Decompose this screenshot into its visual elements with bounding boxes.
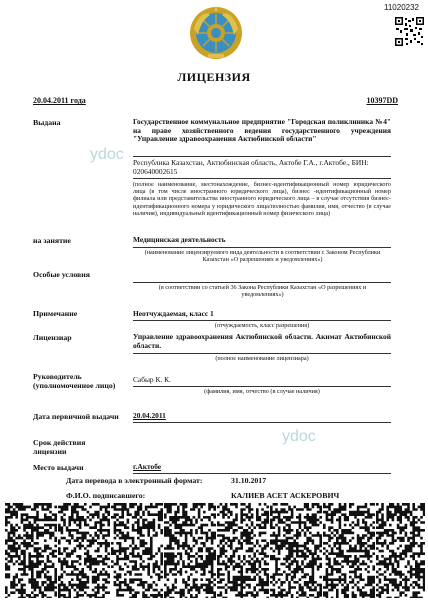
- signature-block: [5, 503, 57, 598]
- licensor-label: Лицензиар: [33, 333, 72, 342]
- first-issue-value: 20.04.2011: [133, 411, 166, 420]
- divider: [133, 386, 391, 387]
- watermark: ydoc: [90, 146, 124, 163]
- remark-note: (отчуждаемость, класс разрешения): [214, 322, 310, 329]
- divider: [133, 247, 391, 248]
- signature-block: [217, 503, 269, 598]
- activity-value: Медицинская деятельность: [133, 235, 226, 244]
- head-sublabel: (уполномоченное лицо): [33, 381, 116, 390]
- kazakhstan-emblem-icon: [188, 5, 244, 61]
- signature-block: [111, 503, 163, 598]
- signature-block: [58, 503, 110, 598]
- divider: [133, 282, 391, 283]
- signer-value: КАЛИЕВ АСЕТ АСКЕРОВИЧ: [231, 491, 340, 500]
- activity-note: (наименование лицензируемого вида деятельности в соответствии с Законом Республики Казахстан «О разрешениях и уведомлениях»): [144, 249, 381, 264]
- signer-label: Ф.И.О. подписавшего:: [66, 491, 146, 500]
- place-value: г.Актобе: [133, 462, 162, 471]
- electronic-label: Дата перевода в электронный формат:: [66, 476, 203, 485]
- electronic-value: 31.10.2017: [231, 476, 267, 485]
- place-label: Место выдачи: [33, 463, 84, 472]
- signature-block: [323, 503, 375, 598]
- special-label: Особые условия: [33, 270, 90, 279]
- signature-block: [164, 503, 216, 598]
- issued-to-note: (полное наименование, местонахождение, бизнес-идентификационный номер юридического лица (в том числе иностранного юридического лица), бизнес -идентификационный номер филиала или представительства иностранного юридического лица – в случае отсутствия бизнес-идентификационного номера у юридического лица/полностью фамилия, имя, отчество (в случае наличия), индивидуальный идентификационный номер физического лица): [133, 181, 391, 217]
- divider: [133, 156, 391, 157]
- activity-label: на занятие: [33, 236, 71, 245]
- issued-to-label: Выдана: [33, 118, 61, 127]
- head-value: Сабыр К. К.: [133, 375, 171, 384]
- qr-code-icon: [395, 17, 424, 46]
- digital-signature-strip: [5, 503, 425, 598]
- validity-sublabel: лицензии: [33, 447, 67, 456]
- remark-value: Неотчуждаемая, класс 1: [133, 309, 214, 318]
- licensor-value: Управление здравоохранения Актюбинской области. Акимат Актюбинской области.: [133, 332, 391, 350]
- divider: [133, 473, 391, 474]
- divider: [133, 353, 391, 354]
- issued-to-address: Республика Казахстан, Актюбинская область, Актобе Г.А., г.Актобе., БИН: 020640002615: [133, 158, 369, 176]
- first-issue-label: Дата первичной выдачи: [33, 412, 119, 421]
- signature-block: [270, 503, 322, 598]
- license-date: 20.04.2011 года: [33, 96, 86, 105]
- special-note: (в соответствии со статьей 36 Закона Республики Казахстан «О разрешениях и уведомлениях»): [158, 284, 367, 299]
- document-number: 11020232: [384, 3, 419, 12]
- page-title: ЛИЦЕНЗИЯ: [177, 70, 251, 84]
- divider: [133, 178, 391, 179]
- watermark: ydoc: [282, 428, 316, 445]
- head-note: (фамилия, имя, отчество (в случае наличия): [204, 388, 320, 395]
- divider: [133, 320, 391, 321]
- head-label: Руководитель: [33, 372, 82, 381]
- signature-block: [376, 503, 425, 598]
- divider: [133, 422, 391, 423]
- issued-to-name: Государственное коммунальное предприятие "Городская поликлиника №4" на праве хозяйственного ведения государственного учреждения "Управление здравоохранения Актюбинской области": [133, 117, 391, 144]
- validity-label: Срок действия: [33, 438, 86, 447]
- remark-label: Примечание: [33, 309, 78, 318]
- licensor-note: (полное наименование лицензиара): [215, 355, 309, 362]
- license-number: 10397DD: [366, 96, 398, 105]
